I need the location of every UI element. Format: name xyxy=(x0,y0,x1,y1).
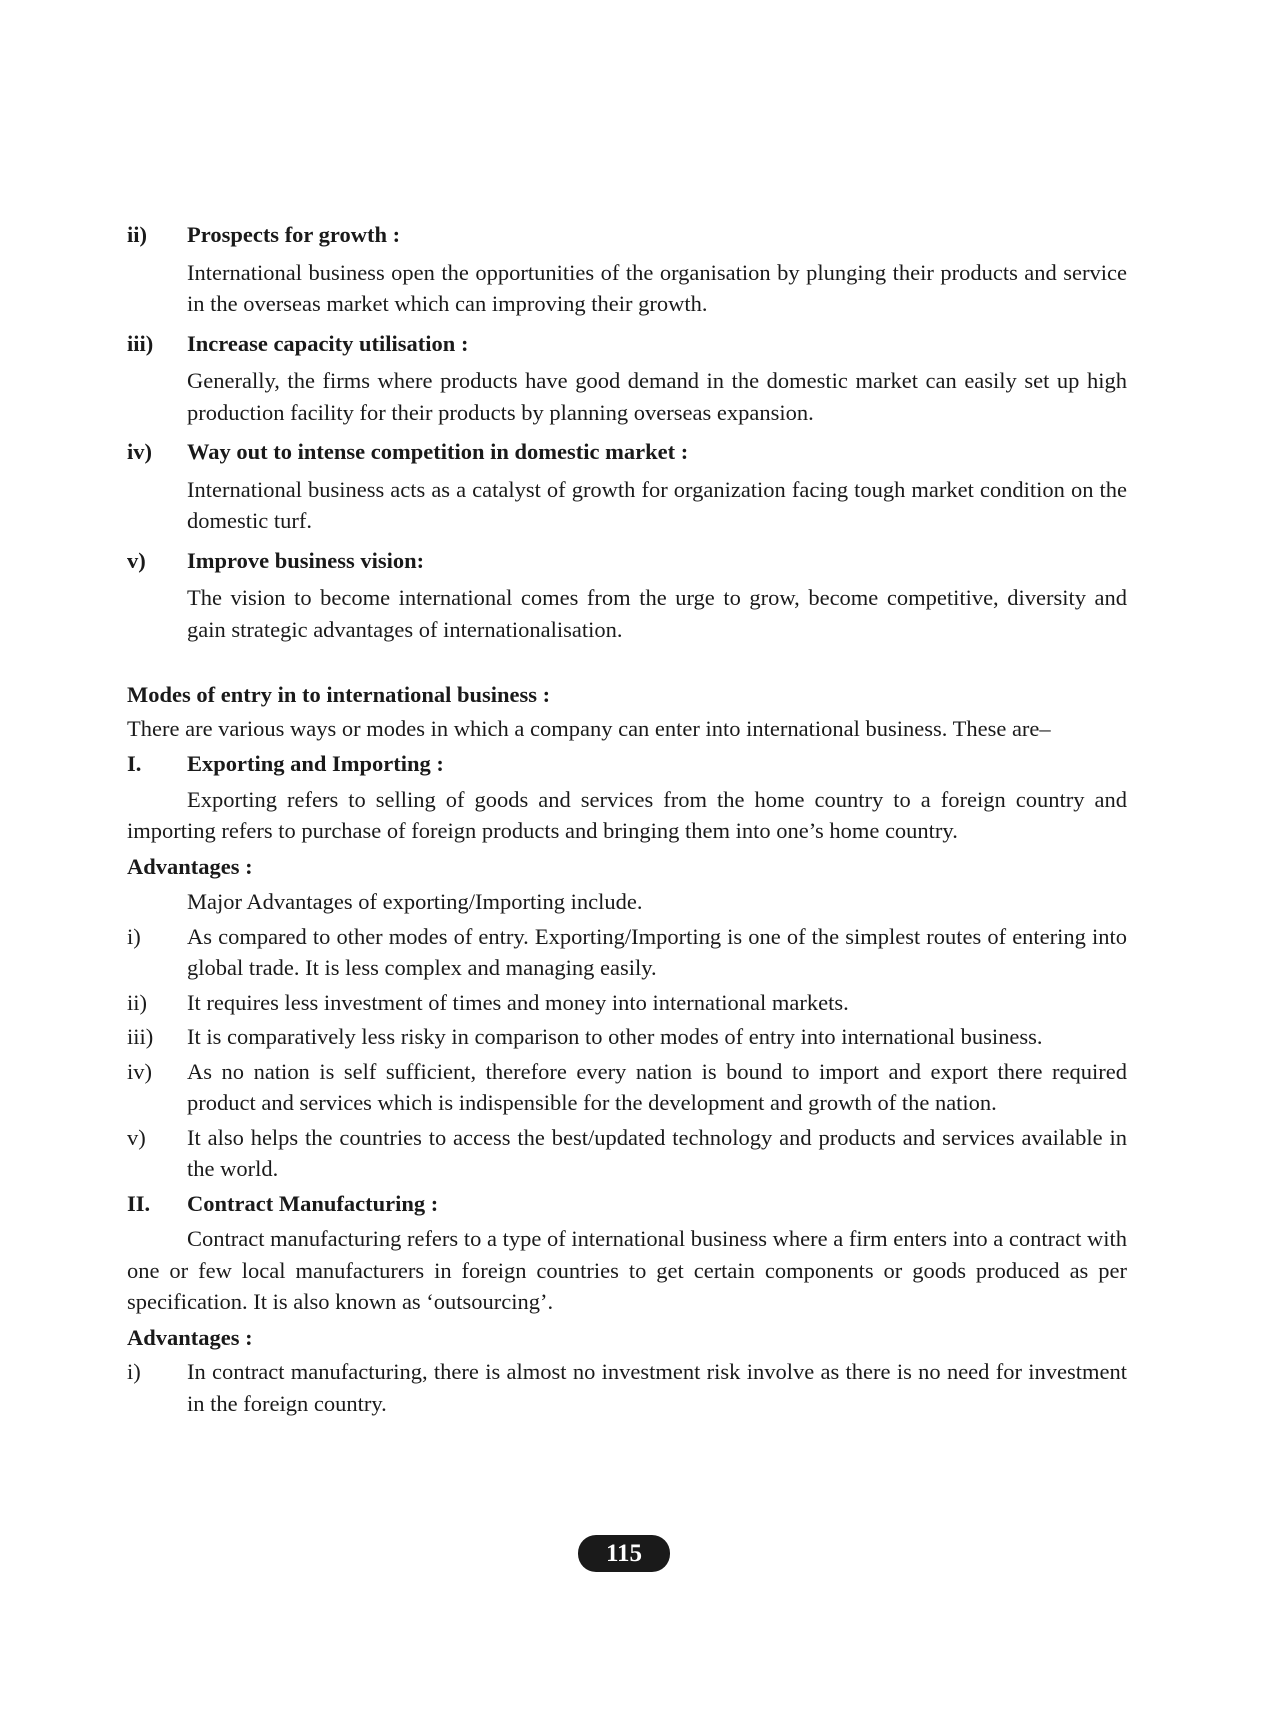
item-number: iii) xyxy=(127,330,154,356)
section-heading: Modes of entry in to international business : xyxy=(127,682,551,707)
section-intro: There are various ways or modes in which a company can enter into international business. These are– xyxy=(127,715,1051,741)
subsection-title: Exporting and Importing : xyxy=(187,751,444,776)
item-body: Generally, the firms where products have good demand in the domestic market can easily set up high production facility for their products by planning overseas expansion. xyxy=(187,368,1127,425)
advantage-item xyxy=(127,1356,1127,1419)
advantage-text: It is comparatively less risky in comparison to other modes of entry into international business. xyxy=(187,1024,1043,1049)
subsection-body: Exporting refers to selling of goods and services from the home country to a foreign country and importing refers to purchase of foreign products and bringing them into one’s home country. xyxy=(127,786,1127,843)
advantage-item xyxy=(127,1021,1127,1053)
advantage-number: i) xyxy=(127,923,141,949)
item-heading: Way out to intense competition in domestic market : xyxy=(187,439,689,464)
advantage-text: It also helps the countries to access the best/updated technology and products and services available in the world. xyxy=(187,1124,1127,1181)
list-item-heading xyxy=(127,436,1127,468)
advantage-text: As compared to other modes of entry. Exporting/Importing is one of the simplest routes of entering into global trade. It is less complex and managing easily. xyxy=(187,923,1127,980)
advantage-item xyxy=(127,987,1127,1019)
advantage-number: iv) xyxy=(127,1058,152,1084)
item-heading: Prospects for growth : xyxy=(187,222,401,247)
item-body: International business open the opportunities of the organisation by plunging their products and service in the overseas market which can improving their growth. xyxy=(187,259,1127,316)
advantage-number: i) xyxy=(127,1359,141,1384)
subsection-number: I. xyxy=(127,751,142,776)
list-item-heading xyxy=(127,545,1127,577)
advantage-text: In contract manufacturing, there is almost no investment risk involve as there is no need for investment in the foreign country. xyxy=(187,1359,1127,1416)
advantage-item xyxy=(127,1056,1127,1119)
advantage-item xyxy=(127,1122,1127,1185)
item-heading: Increase capacity utilisation : xyxy=(187,330,469,356)
subsection-heading xyxy=(127,748,1127,780)
advantages-heading: Advantages : xyxy=(127,1324,253,1350)
subsection-title: Contract Manufacturing : xyxy=(187,1190,439,1216)
advantage-number: ii) xyxy=(127,989,147,1015)
item-number: iv) xyxy=(127,439,152,464)
subsection-body: Contract manufacturing refers to a type of international business where a firm enters into a contract with one or few local manufacturers in foreign countries to get certain components or goods produced as per specification. It is also known as ‘outsourcing’. xyxy=(127,1226,1127,1314)
list-item-heading xyxy=(127,328,1127,360)
item-number: v) xyxy=(127,547,146,573)
advantage-number: v) xyxy=(127,1124,146,1150)
subsection-number: II. xyxy=(127,1190,151,1216)
advantage-item xyxy=(127,921,1127,984)
advantage-number: iii) xyxy=(127,1024,154,1049)
list-item-heading xyxy=(127,219,1127,251)
page-content xyxy=(127,219,1127,1422)
advantage-text: It requires less investment of times and money into international markets. xyxy=(187,989,849,1015)
item-body: The vision to become international comes from the urge to grow, become competitive, diversity and gain strategic advantages of internationalisation. xyxy=(187,585,1127,642)
advantages-intro: Major Advantages of exporting/Importing include. xyxy=(187,889,643,914)
advantage-text: As no nation is self sufficient, therefore every nation is bound to import and export there required product and services which is indispensible for the development and growth of the nation. xyxy=(187,1058,1127,1115)
subsection-heading xyxy=(127,1188,1127,1220)
item-heading: Improve business vision: xyxy=(187,547,425,573)
item-body: International business acts as a catalyst of growth for organization facing tough market condition on the domestic turf. xyxy=(187,476,1127,533)
item-number: ii) xyxy=(127,222,147,247)
page-number-badge: 115 xyxy=(578,1535,670,1572)
advantages-heading: Advantages : xyxy=(127,853,253,879)
